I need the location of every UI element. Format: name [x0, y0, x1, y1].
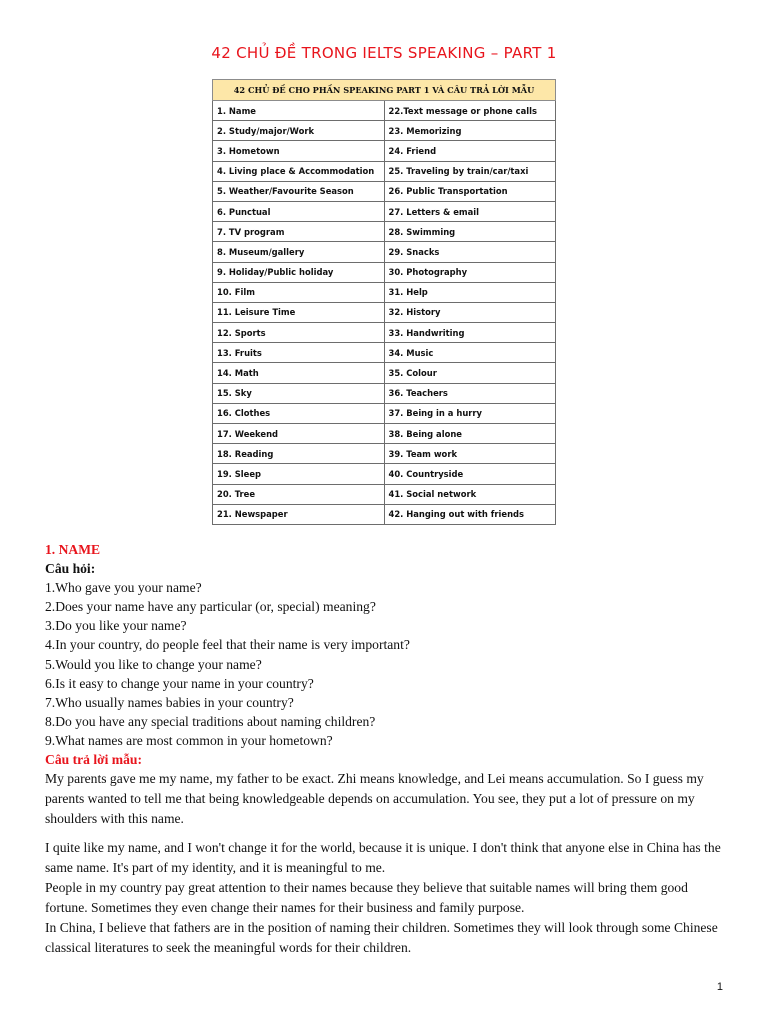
topic-cell: 42. Hanging out with friends — [384, 504, 556, 524]
table-row — [213, 323, 556, 343]
topic-cell: 5. Weather/Favourite Season — [213, 181, 385, 201]
topic-cell: 11. Leisure Time — [213, 302, 385, 322]
topic-cell: 22.Text message or phone calls — [384, 101, 556, 121]
question-item: 3.Do you like your name? — [45, 618, 187, 634]
question-item: 5.Would you like to change your name? — [45, 656, 262, 672]
question-item: 9.What names are most common in your hometown? — [45, 732, 333, 748]
table-row — [213, 383, 556, 403]
table-row — [213, 262, 556, 282]
topic-cell: 36. Teachers — [384, 383, 556, 403]
table-row — [213, 363, 556, 383]
table-row — [213, 101, 556, 121]
topic-cell: 18. Reading — [213, 444, 385, 464]
topic-cell: 37. Being in a hurry — [384, 403, 556, 423]
table-caption-row — [213, 80, 556, 101]
topic-cell: 14. Math — [213, 363, 385, 383]
table-row — [213, 302, 556, 322]
table-row — [213, 181, 556, 201]
table-row — [213, 403, 556, 423]
topic-cell: 16. Clothes — [213, 403, 385, 423]
table-row — [213, 161, 556, 181]
topic-cell: 15. Sky — [213, 383, 385, 403]
topic-cell: 13. Fruits — [213, 343, 385, 363]
topic-cell: 2. Study/major/Work — [213, 121, 385, 141]
topic-cell: 4. Living place & Accommodation — [213, 161, 385, 181]
topic-cell: 27. Letters & email — [384, 201, 556, 221]
table-row — [213, 343, 556, 363]
topic-cell: 29. Snacks — [384, 242, 556, 262]
topic-cell: 9. Holiday/Public holiday — [213, 262, 385, 282]
answer-paragraph: My parents gave me my name, my father to be exact. Zhi means knowledge, and Lei means accumulation. So I guess my parents wanted to tell me that being knowledgeable depends on accumulation. You see, they put a lot of pressure on my shoulders with this name. — [45, 771, 704, 827]
topic-cell: 38. Being alone — [384, 424, 556, 444]
table-row — [213, 121, 556, 141]
answers-list — [45, 769, 725, 958]
topic-cell: 33. Handwriting — [384, 323, 556, 343]
answer-paragraph: I quite like my name, and I won't change it for the world, because it is unique. I don't think that anyone else in China has the same name. It's part of my identity, and it is meaningful to me. — [45, 840, 721, 876]
table-caption: 42 CHỦ ĐỀ CHO PHẦN SPEAKING PART 1 VÀ CÂU TRẢ LỜI MẪU — [213, 80, 556, 101]
topic-cell: 26. Public Transportation — [384, 181, 556, 201]
topic-cell: 20. Tree — [213, 484, 385, 504]
topic-cell: 41. Social network — [384, 484, 556, 504]
questions-label: Câu hỏi: — [45, 561, 96, 577]
topic-cell: 1. Name — [213, 101, 385, 121]
topic-cell: 7. TV program — [213, 222, 385, 242]
topic-cell: 34. Music — [384, 343, 556, 363]
table-row — [213, 141, 556, 161]
table-row — [213, 222, 556, 242]
answer-paragraph: People in my country pay great attention to their names because they believe that suitable names will bring them good fortune. Sometimes they even change their names for their business and family purpose. — [45, 880, 688, 916]
question-item: 2.Does your name have any particular (or, special) meaning? — [45, 599, 376, 615]
topic-cell: 19. Sleep — [213, 464, 385, 484]
table-row — [213, 282, 556, 302]
question-item: 4.In your country, do people feel that their name is very important? — [45, 637, 410, 653]
topic-cell: 40. Countryside — [384, 464, 556, 484]
table-row — [213, 504, 556, 524]
table-row — [213, 242, 556, 262]
question-item: 1.Who gave you your name? — [45, 580, 202, 596]
question-item: 8.Do you have any special traditions about naming children? — [45, 713, 376, 729]
page-number: 1 — [716, 981, 723, 993]
questions-list — [45, 578, 725, 750]
topic-cell: 39. Team work — [384, 444, 556, 464]
document-title: 42 CHỦ ĐỀ TRONG IELTS SPEAKING – PART 1 — [211, 44, 557, 62]
table-row — [213, 464, 556, 484]
question-item: 7.Who usually names babies in your country? — [45, 694, 294, 710]
topic-cell: 32. History — [384, 302, 556, 322]
table-row — [213, 444, 556, 464]
topic-cell: 6. Punctual — [213, 201, 385, 221]
topic-cell: 12. Sports — [213, 323, 385, 343]
table-row — [213, 424, 556, 444]
topic-cell: 25. Traveling by train/car/taxi — [384, 161, 556, 181]
topic-cell: 21. Newspaper — [213, 504, 385, 524]
answers-label: Câu trả lời mẫu: — [45, 752, 143, 768]
table-row — [213, 484, 556, 504]
question-item: 6.Is it easy to change your name in your country? — [45, 675, 314, 691]
topic-cell: 3. Hometown — [213, 141, 385, 161]
topic-cell: 23. Memorizing — [384, 121, 556, 141]
table-row — [213, 201, 556, 221]
topic-cell: 31. Help — [384, 282, 556, 302]
topic-cell: 8. Museum/gallery — [213, 242, 385, 262]
section-heading: 1. NAME — [45, 542, 101, 557]
topic-cell: 24. Friend — [384, 141, 556, 161]
topic-cell: 28. Swimming — [384, 222, 556, 242]
topic-cell: 35. Colour — [384, 363, 556, 383]
topic-cell: 10. Film — [213, 282, 385, 302]
section-name — [45, 540, 725, 958]
topic-cell: 17. Weekend — [213, 424, 385, 444]
topics-table — [212, 79, 556, 525]
answer-paragraph: In China, I believe that fathers are in the position of naming their children. Sometimes they will look through some Chinese classical literatures to seek the meaningful words for their children. — [45, 920, 718, 956]
topic-cell: 30. Photography — [384, 262, 556, 282]
